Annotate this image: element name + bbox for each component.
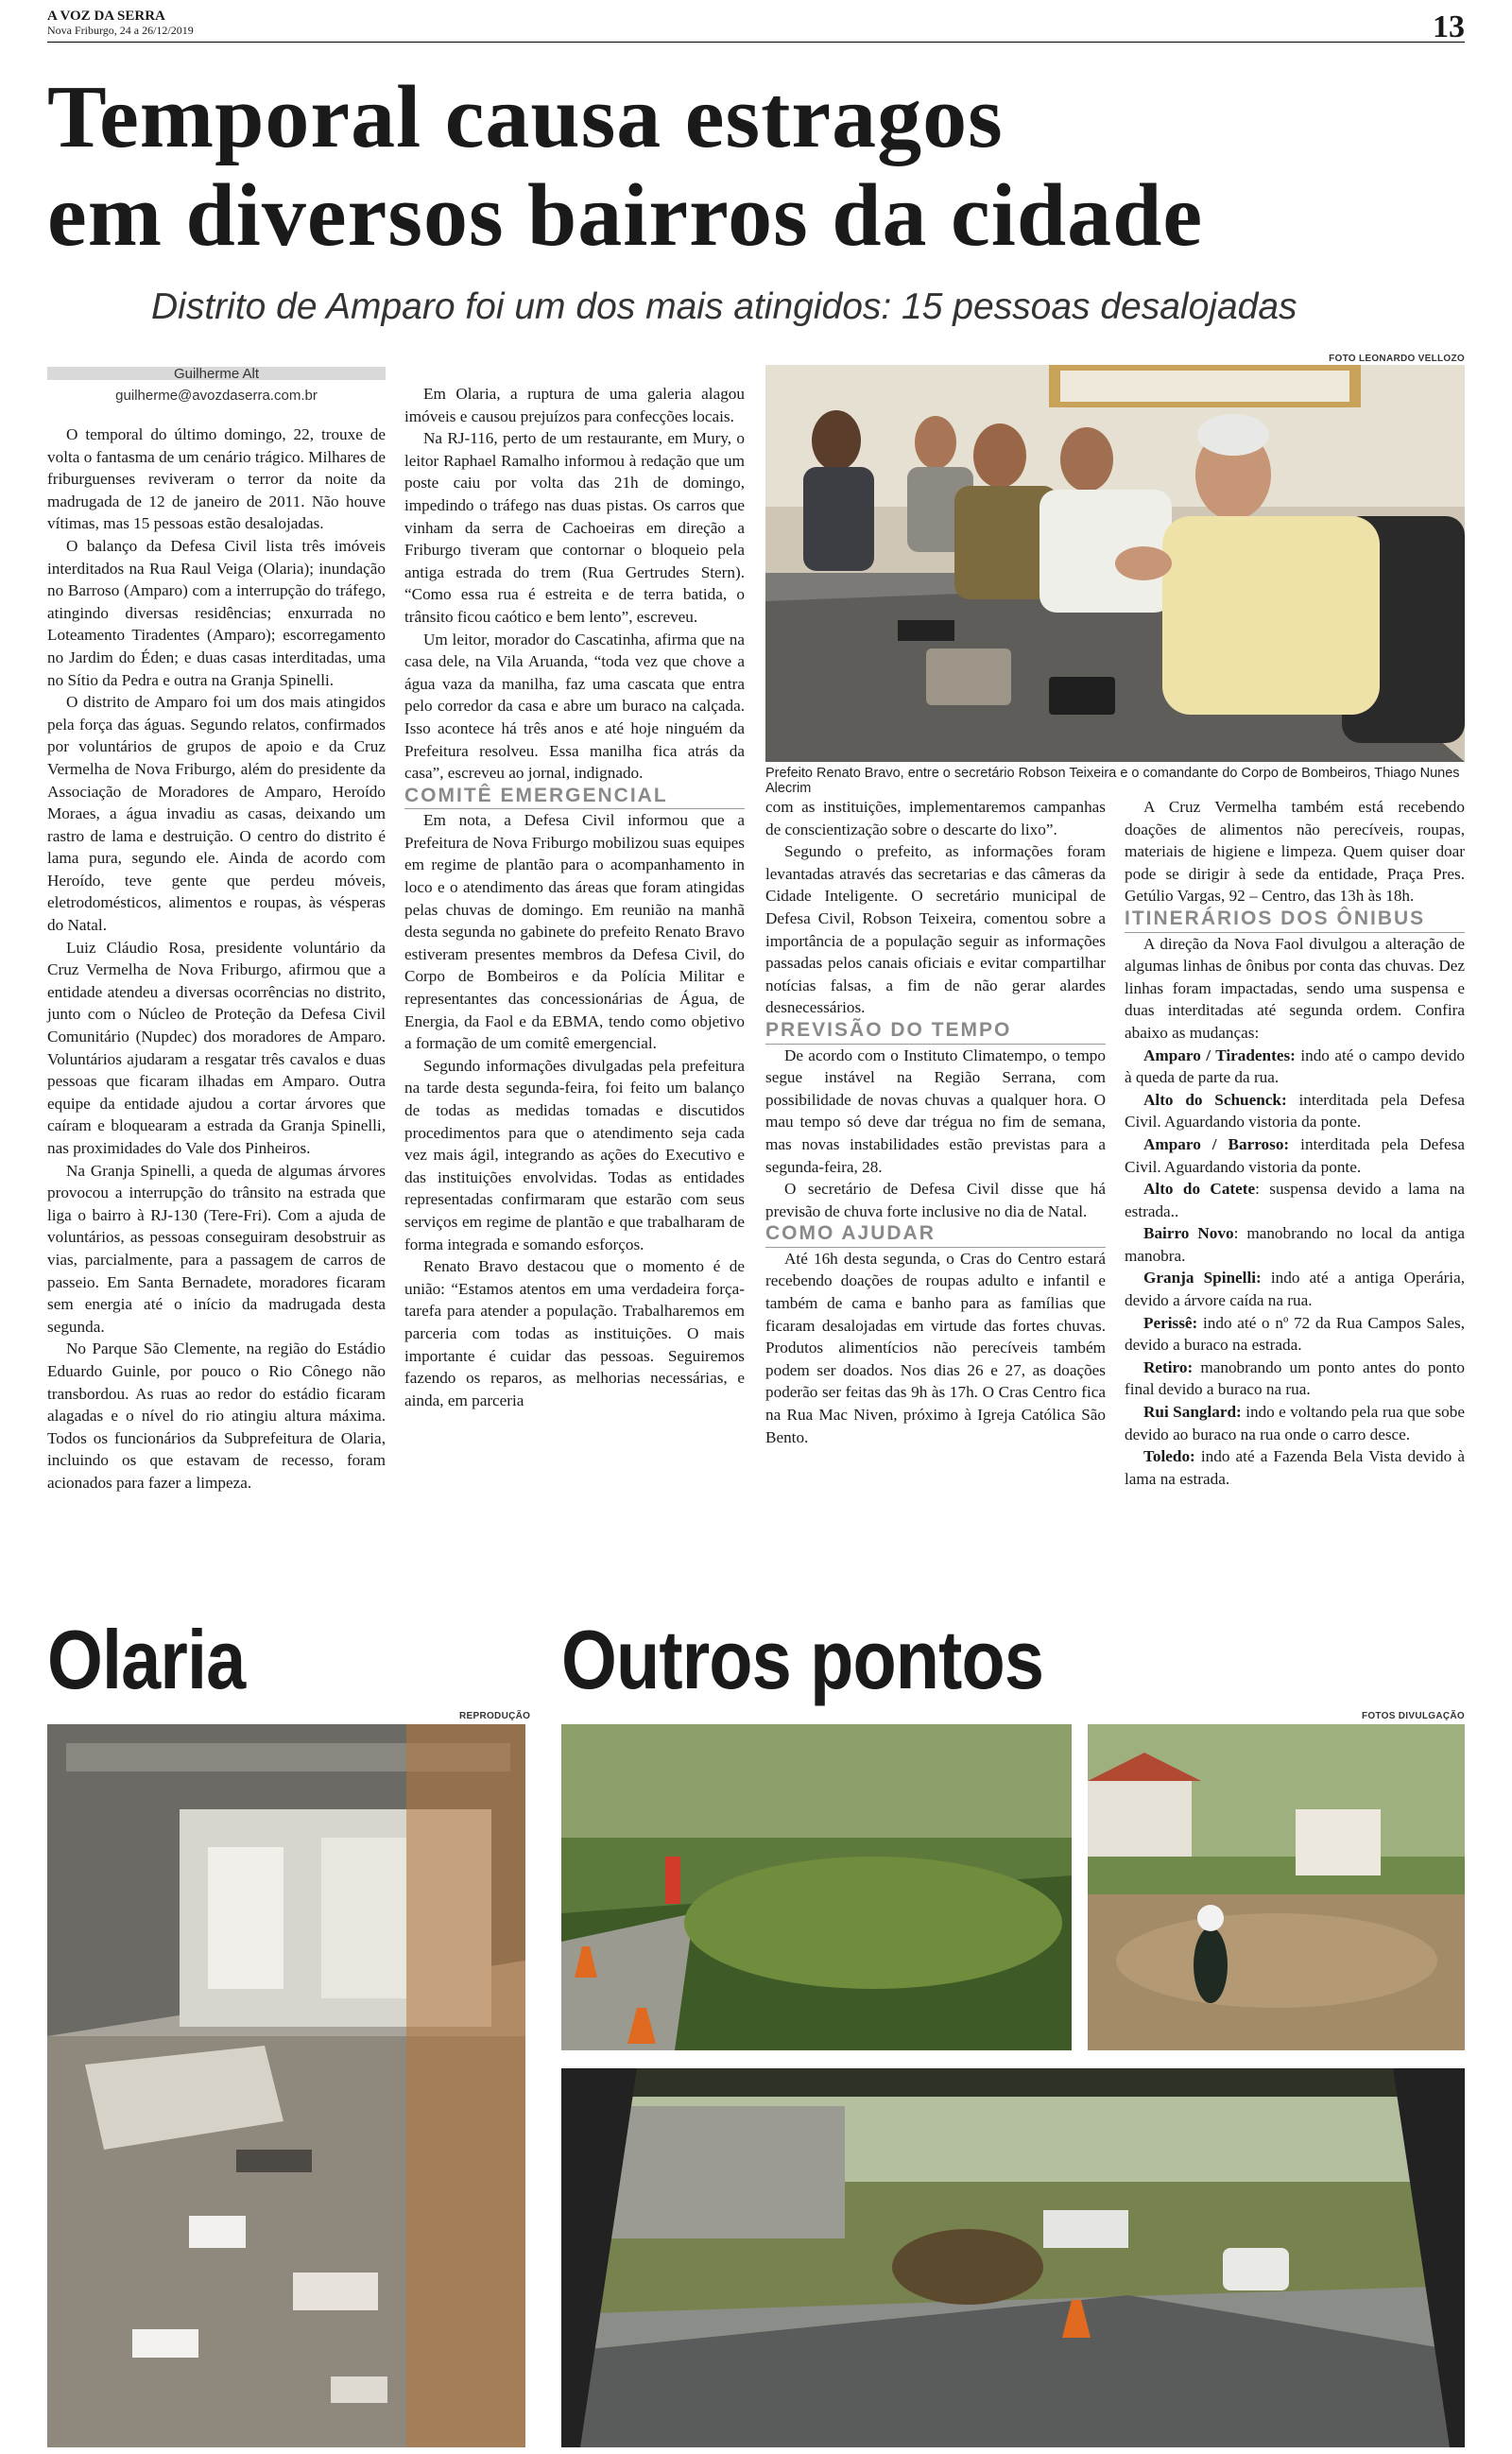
bus-line-name: Retiro: — [1143, 1357, 1194, 1376]
bus-line-text: indo até o nº 72 da Rua Campos Sales, devido a buraco na estrada. — [1125, 1313, 1465, 1355]
bus-line-text: indo e voltando pela rua que sobe devido ao buraco na rua onde o carro desce. — [1125, 1403, 1465, 1443]
paragraph: A Cruz Vermelha também está recebendo doações de alimentos não perecíveis, roupas, materiais de higiene e limpeza. Quem quiser doar pode se dirigir à sede da entidade, Praça Pres. Getúlio Vargas, 92 – Centro, das 13h às 18h. — [1125, 798, 1465, 906]
bus-line-name: Perissê: — [1143, 1313, 1198, 1332]
road-clearing-photo — [561, 2068, 1465, 2447]
section-heading-comite: COMITÊ EMERGENCIAL — [404, 785, 745, 810]
bus-line-item — [1125, 1222, 1465, 1267]
bus-line-name: Granja Spinelli: — [1143, 1269, 1262, 1287]
olaria-heading: Olaria — [47, 1613, 246, 1706]
paragraph: Na RJ-116, perto de um restaurante, em Mury, o leitor Raphael Ramalho informou à redação que um poste caiu por volta das 21h de domingo, impedindo o tráfego nas duas pistas. Os carros que vinham da serra de Cachoeiras em direção a Friburgo tiveram que contornar o bloqueio pela antiga estrada do trem (Rua Gertrudes Stern). “Como essa rua é estreita e de terra batida, o trânsito ficou caótico e bem lento”, escreveu. — [404, 429, 745, 626]
bus-line-item — [1125, 1401, 1465, 1445]
photo-caption: Prefeito Renato Bravo, entre o secretário Robson Teixeira e o comandante do Corpo de Bombeiros, Thiago Nunes Alecrim — [765, 766, 1460, 796]
paragraph: Renato Bravo destacou que o momento é de união: “Estamos atentos em uma verdadeira força-tarefa para atender a população. Trabalharemos em parceria com todas as instituições. O mais importante é cuidar das pessoas. Seguiremos fazendo os reparos, as melhorias necessárias, e ainda, em parceria — [404, 1257, 745, 1409]
bus-line-item — [1125, 1312, 1465, 1357]
bus-line-name: Alto do Catete — [1143, 1180, 1256, 1199]
olaria-photo — [47, 1724, 525, 2447]
column-2 — [404, 383, 745, 1411]
bus-line-item — [1125, 1178, 1465, 1222]
headline-line-2: em diversos bairros da cidade — [47, 166, 1204, 265]
paragraph: No Parque São Clemente, na região do Estádio Eduardo Guinle, por pouco o Rio Cônego não transbordou. As ruas ao redor do estádio ficaram alagadas e o nível do rio atingiu altura máxima. Todos os funcionários da Subprefeitura de Olaria, incluindo os que estavam de recesso, foram acionados para fazer a limpeza. — [47, 1339, 386, 1492]
subheadline: Distrito de Amparo foi um dos mais atingidos: 15 pessoas desalojadas — [151, 286, 1297, 327]
road-clearing-photo-image — [561, 2068, 1465, 2447]
bus-line-item — [1125, 1089, 1465, 1133]
paragraph: Até 16h desta segunda, o Cras do Centro estará recebendo doações de roupas adulto e infantil e também de cama e banho para as famílias que ficaram desalojadas em virtude das fortes chuvas. Produtos alimentícios não perecíveis também podem ser doados. Nos dias 26 e 27, as doações poderão ser feitas das 9h às 17h. O Cras Centro fica na Rua Mac Niven, próximo à Igreja Católica São Bento. — [765, 1249, 1106, 1446]
bus-line-item — [1125, 1445, 1465, 1490]
paragraph: A direção da Nova Faol divulgou a alteração de algumas linhas de ônibus por conta das chuvas. Dez linhas foram impactadas, sendo uma suspensa e duas interditadas até segunda ordem. Confira abaixo as mudanças: — [1125, 934, 1465, 1042]
paragraph: O secretário de Defesa Civil disse que há previsão de chuva forte inclusive no dia de Natal. — [765, 1180, 1106, 1220]
section-heading-previsao: PREVISÃO DO TEMPO — [765, 1019, 1106, 1045]
column-4 — [1125, 796, 1465, 1490]
bus-line-item — [1125, 1267, 1465, 1311]
column-3 — [765, 796, 1106, 1448]
paragraph: Em nota, a Defesa Civil informou que a Prefeitura de Nova Friburgo mobilizou suas equipes em regime de plantão para o acompanhamento in loco e o atendimento das áreas que foram atingidas pelas chuvas de domingo. Em reunião na manhã desta segunda no gabinete do prefeito Renato Bravo estiveram presentes membros da Defesa Civil, do Corpo de Bombeiros e da Polícia Militar e representantes das concessionárias de Água, de Energia, da Faol e da EBMA, tendo como objetivo a formação de um comitê emergencial. — [404, 811, 745, 1053]
paragraph: Na Granja Spinelli, a queda de algumas árvores provocou a interrupção do trânsito na estrada que liga o bairro à RJ-130 (Tere-Fri). Com a ajuda de voluntários, as pessoas conseguiram desobstruir as vias, parcialmente, para a passagem de carros de passeio. Em Santa Bernadete, moradores ficaram sem energia até o início da madrugada desta segunda. — [47, 1161, 386, 1336]
header-rule — [47, 42, 1465, 43]
bus-line-item — [1125, 1133, 1465, 1178]
paragraph: com as instituições, implementaremos campanhas de conscientização sobre o descarte do lixo”. — [765, 798, 1106, 838]
paragraph: O temporal do último domingo, 22, trouxe de volta o fantasma de um cenário trágico. Milhares de friburguenses reviveram o terror da noite da madrugada de 12 de janeiro de 2011. Não houve vítimas, mas 15 pessoas estão desalojadas. — [47, 425, 386, 533]
bus-line-name: Amparo / Tiradentes: — [1143, 1046, 1296, 1064]
bus-line-item — [1125, 1357, 1465, 1401]
section-heading-ajudar: COMO AJUDAR — [765, 1222, 1106, 1248]
outros-pontos-heading: Outros pontos — [561, 1613, 1044, 1706]
headline — [47, 68, 1465, 265]
meeting-photo-image — [765, 365, 1465, 762]
masthead — [47, 9, 194, 36]
section-heading-itinerarios: ITINERÁRIOS DOS ÔNIBUS — [1125, 907, 1465, 933]
byline-email: guilherme@avozdaserra.com.br — [115, 388, 318, 404]
paragraph: Segundo o prefeito, as informações foram levantadas através das secretarias e das câmeras da Cidade Inteligente. O secretário municipal de Defesa Civil, Robson Teixeira, comentou sobre a importância de a população seguir as informações passadas pelos canais oficiais e evitar compartilhar notícias falsas, a fim de não gerar alardes desnecessários. — [765, 842, 1106, 1017]
paper-name: A VOZ DA SERRA — [47, 9, 165, 24]
meeting-photo — [765, 365, 1465, 762]
bus-line-name: Rui Sanglard: — [1143, 1403, 1242, 1422]
edition-date: Nova Friburgo, 24 a 26/12/2019 — [47, 23, 194, 37]
outros-photo-credit: FOTOS DIVULGAÇÃO — [1361, 1711, 1465, 1721]
photo-credit: FOTO LEONARDO VELLOZO — [1329, 354, 1465, 364]
column-1 — [47, 423, 386, 1495]
bus-line-name: Toledo: — [1143, 1447, 1195, 1466]
bus-line-text: interditada pela Defesa Civil. Aguardando vistoria da ponte. — [1125, 1134, 1465, 1176]
paragraph: Um leitor, morador do Cascatinha, afirma que na casa dele, na Vila Aruanda, “toda vez que chove a água vaza da manilha, faz uma cascata que entra pelo corredor da casa e abre um buraco na calçada. Isso acontece há três anos e até hoje ninguém da Prefeitura resolveu. Essa manilha fica atrás da casa”, escreveu ao jornal, indignado. — [404, 630, 745, 783]
bus-line-text: manobrando um ponto antes do ponto final devido a buraco na rua. — [1125, 1357, 1465, 1399]
paragraph: O distrito de Amparo foi um dos mais atingidos pela força das águas. Segundo relatos, confirmados por voluntários de grupos de apoio e da Cruz Vermelha de Nova Friburgo, além do presidente da Associação de Moradores de Amparo, Heroído Moraes, a água invadiu as casas, deixando um rastro de lama e destruição. O centro do distrito é lama pura, segundo ele. Ainda de acordo com Heroído, teve gente que perdeu móveis, eletrodomésticos, alimentos e roupas, às vésperas do Natal. — [47, 693, 386, 935]
bus-line-text: indo até a Fazenda Bela Vista devido à lama na estrada. — [1125, 1447, 1465, 1488]
bus-line-text: : suspensa devido a lama na estrada.. — [1125, 1180, 1465, 1220]
bus-line-name: Amparo / Barroso: — [1143, 1134, 1290, 1153]
bus-line-text: indo até o campo devido à queda de parte da rua. — [1125, 1046, 1466, 1087]
bus-line-name: Alto do Schuenck: — [1143, 1090, 1287, 1109]
fallen-trees-photo — [561, 1724, 1072, 2050]
bus-line-text: indo até a antiga Operária, devido a árvore caída na rua. — [1125, 1269, 1465, 1310]
paragraph: Segundo informações divulgadas pela prefeitura na tarde desta segunda-feira, foi feito um balanço de todas as medidas tomadas e discutidos procedimentos para que o atendimento seja cada vez mais ágil, integrando as ações do Executivo e das instituições envolvidas. Todas as entidades representadas confirmaram que estarão com seus serviços em regime de plantão e que trabalharam de forma integrada e somando esforços. — [404, 1056, 745, 1253]
bus-line-item — [1125, 1045, 1465, 1089]
bus-line-text: interditada pela Defesa Civil. Aguardando vistoria da ponte. — [1125, 1090, 1465, 1132]
bus-line-name: Bairro Novo — [1143, 1224, 1234, 1243]
fallen-trees-photo-image — [561, 1724, 1072, 2050]
byline-author: Guilherme Alt — [173, 366, 260, 382]
paragraph: Luiz Cláudio Rosa, presidente voluntário da Cruz Vermelha de Nova Friburgo, afirmou que a entidade atendeu a diversas ocorrências no distrito, junto com o Núcleo de Proteção da Defesa Civil Comunitário (Nupdec) dos moradores de Amparo. Voluntários ajudaram a resgatar três cavalos e duas pessoas que ficaram ilhadas em Amparo. Outra equipe da entidade ajudou a cortar árvores que caíram e bloquearam a estrada da Granja Spinelli, nas proximidades do Vale dos Pinheiros. — [47, 938, 386, 1157]
olaria-photo-credit: REPRODUÇÃO — [459, 1711, 531, 1721]
motorcycle-photo-image — [1088, 1724, 1465, 2050]
paragraph: De acordo com o Instituto Climatempo, o tempo segue instável na Região Serrana, com possibilidade de novas chuvas a qualquer hora. O mau tempo só deve dar trégua no fim de semana, mas novas instabilidades estão previstas para a segunda-feira, 28. — [765, 1046, 1106, 1176]
paragraph: O balanço da Defesa Civil lista três imóveis interditados na Rua Raul Veiga (Olaria); inundação no Barroso (Amparo) com a interrupção do tráfego, atingindo diversas residências; enxurrada no Loteamento Tiradentes (Amparo); escorregamento no Jardim do Éden; e duas casas interditadas, uma no Sítio da Pedra e outra na Granja Spinelli. — [47, 536, 386, 689]
bus-line-text: : manobrando no local da antiga manobra. — [1125, 1224, 1465, 1265]
motorcycle-photo — [1088, 1724, 1465, 2050]
page-number: 13 — [1433, 9, 1465, 44]
olaria-photo-image — [47, 1724, 525, 2447]
paragraph: Em Olaria, a ruptura de uma galeria alagou imóveis e causou prejuízos para confecções locais. — [404, 385, 745, 425]
headline-line-1: Temporal causa estragos — [47, 68, 1004, 166]
